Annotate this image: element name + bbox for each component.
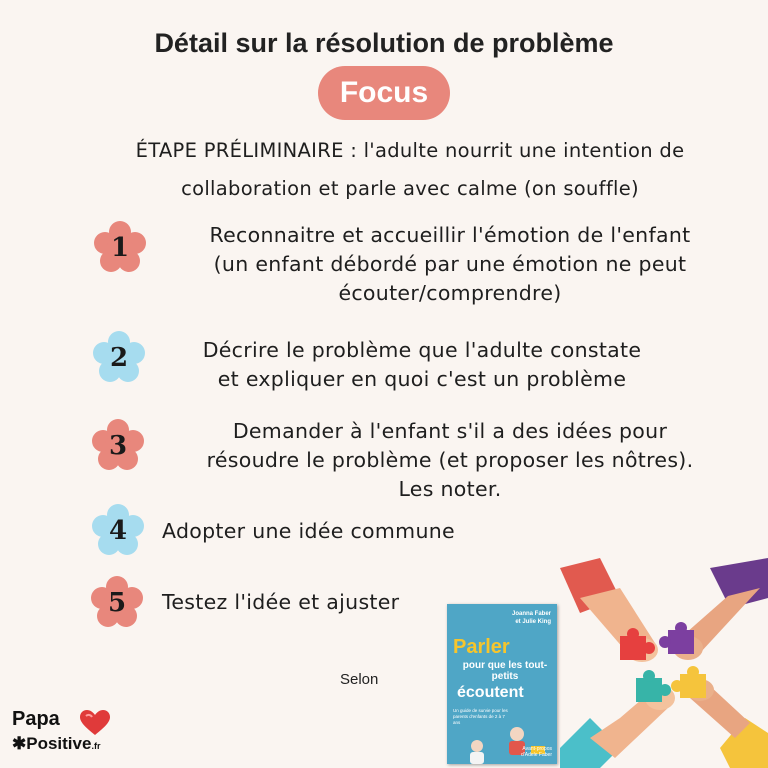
focus-badge: Focus — [318, 66, 450, 120]
heart-icon — [80, 710, 110, 736]
logo-word-positive-text: Positive — [26, 734, 92, 753]
flower-icon-pink — [91, 219, 149, 277]
preliminary-line-1: ÉTAPE PRÉLIMINAIRE : l'adulte nourrit une intention de — [135, 139, 685, 162]
puzzle-hands-illustration — [560, 558, 768, 768]
step-5-text — [162, 588, 399, 617]
flower-icon-blue — [89, 502, 147, 560]
flower-icon-pink — [88, 574, 146, 632]
book-title-line-3: écoutent — [457, 684, 524, 701]
book-subtitle: Un guide de survie pour les parents d'enfants de 2 à 7 ans — [453, 708, 508, 725]
step-line: Testez l'idée et ajuster — [162, 590, 400, 614]
step-line: résoudre le problème (et proposer les nôtres). — [206, 448, 694, 472]
book-title-line-1: Parler — [453, 636, 510, 658]
papa-positive-logo — [12, 708, 101, 753]
step-line: et expliquer en quoi c'est un problème — [217, 367, 627, 391]
step-number: 2 — [109, 343, 129, 373]
step-1-text — [152, 221, 748, 308]
book-authors — [512, 610, 551, 626]
step-3-text — [150, 417, 750, 504]
step-line: (un enfant débordé par une émotion ne peut — [213, 252, 687, 276]
step-line: Les noter. — [398, 477, 502, 501]
preliminary-line-2: collaboration et parle avec calme (on souffle) — [181, 177, 639, 200]
star-icon: ✱ — [12, 734, 27, 753]
book-title-line-2: pour que les tout-petits — [462, 660, 548, 682]
step-number: 1 — [110, 233, 130, 263]
step-number: 5 — [107, 588, 127, 618]
step-line: Demander à l'enfant s'il a des idées pour — [232, 419, 668, 443]
logo-suffix: .fr — [91, 741, 101, 751]
book-foreword: Avant-propos d'Adele Faber — [521, 746, 552, 758]
book-cover — [447, 604, 557, 764]
preliminary-step — [60, 132, 760, 208]
flower-icon-pink — [89, 417, 147, 475]
page-title: Détail sur la résolution de problème — [154, 28, 614, 58]
step-line: écouter/comprendre) — [338, 281, 562, 305]
step-line: Reconnaitre et accueillir l'émotion de l'enfant — [209, 223, 691, 247]
step-4-text — [162, 517, 455, 546]
logo-word-positive — [12, 734, 100, 754]
step-line: Décrire le problème que l'adulte constate — [202, 338, 642, 362]
book-author: et Julie King — [515, 619, 551, 625]
step-number: 3 — [108, 431, 128, 461]
step-line: Adopter une idée commune — [162, 519, 455, 543]
source-label: Selon — [340, 671, 379, 688]
step-2-text — [152, 336, 692, 394]
logo-word-papa: Papa — [12, 708, 60, 730]
step-number: 4 — [108, 516, 128, 546]
book-author: Joanna Faber — [511, 611, 551, 617]
flower-icon-blue — [90, 329, 148, 387]
